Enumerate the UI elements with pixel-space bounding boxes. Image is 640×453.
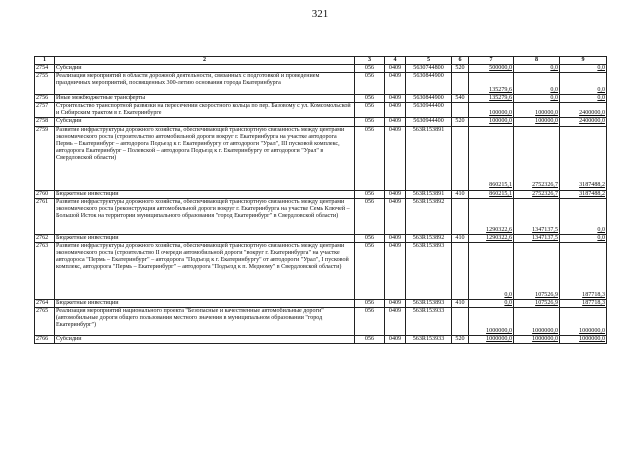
ministry-code-cell: 056 (355, 242, 385, 299)
amount-year2-cell (514, 103, 560, 118)
amount-value: 135279,6 (489, 87, 512, 94)
amount-year1-cell (469, 65, 514, 73)
item-name-cell: Субсидии (55, 335, 355, 343)
amount-value: 100000,0 (535, 110, 558, 117)
column-header: 1 (35, 57, 55, 65)
target-code-cell: 5630944400 (406, 103, 452, 118)
item-name-cell: Субсидии (55, 118, 355, 126)
amount-year2-cell (514, 190, 560, 198)
table-row (35, 73, 607, 95)
amount-value: 3187488,2 (579, 182, 605, 189)
ministry-code-cell: 056 (355, 65, 385, 73)
section-code-cell: 0409 (385, 307, 406, 335)
ministry-code-cell: 056 (355, 234, 385, 242)
ministry-code-cell: 056 (355, 126, 385, 190)
section-code-cell: 0409 (385, 198, 406, 234)
amount-year3-cell (560, 95, 607, 103)
expense-type-cell (452, 126, 469, 190)
amount-year3-cell (560, 335, 607, 343)
amount-value: 0,0 (550, 87, 558, 94)
amount-value: 1347137,5 (532, 226, 558, 233)
column-header: 5 (406, 57, 452, 65)
section-code-cell: 0409 (385, 65, 406, 73)
row-number-cell: 2757 (35, 103, 55, 118)
row-number-cell: 2760 (35, 190, 55, 198)
amount-value: 3187488,2 (579, 190, 605, 197)
amount-value: 1347137,5 (532, 234, 558, 241)
row-number-cell: 2763 (35, 242, 55, 299)
ministry-code-cell: 056 (355, 73, 385, 95)
expense-type-cell: 520 (452, 65, 469, 73)
table-header-row (35, 57, 607, 65)
column-header: 4 (385, 57, 406, 65)
row-number-cell: 2754 (35, 65, 55, 73)
expense-type-cell: 520 (452, 335, 469, 343)
amount-value: 860215,1 (489, 182, 512, 189)
amount-year1-cell (469, 126, 514, 190)
amount-year1-cell (469, 299, 514, 307)
amount-year3-cell (560, 65, 607, 73)
ministry-code-cell: 056 (355, 335, 385, 343)
item-name-cell: Иные межбюджетные трансферты (55, 95, 355, 103)
target-code-cell: 5630844900 (406, 95, 452, 103)
amount-value: 0,0 (597, 87, 605, 94)
target-code-cell: 563R153893 (406, 242, 452, 299)
amount-year1-cell (469, 335, 514, 343)
column-header: 9 (560, 57, 607, 65)
expense-type-cell (452, 73, 469, 95)
page-number: 321 (311, 8, 329, 20)
target-code-cell: 563R153893 (406, 299, 452, 307)
table-row (35, 299, 607, 307)
amount-value: 100000,0 (535, 118, 558, 125)
table-row (35, 307, 607, 335)
amount-year3-cell (560, 103, 607, 118)
row-number-cell: 2762 (35, 234, 55, 242)
amount-year1-cell (469, 103, 514, 118)
amount-value: 1000000,0 (486, 335, 512, 342)
section-code-cell: 0409 (385, 190, 406, 198)
expense-type-cell (452, 103, 469, 118)
amount-year1-cell (469, 234, 514, 242)
amount-value: 1000000,0 (579, 327, 605, 334)
section-code-cell: 0409 (385, 335, 406, 343)
amount-value: 0,0 (550, 65, 558, 72)
item-name-cell: Субсидии (55, 65, 355, 73)
column-header: 7 (469, 57, 514, 65)
amount-value: 0,0 (504, 291, 512, 298)
table-row (35, 242, 607, 299)
amount-year3-cell (560, 118, 607, 126)
amount-value: 187718,3 (582, 299, 605, 306)
amount-value: 1000000,0 (532, 335, 558, 342)
target-code-cell: 563R153933 (406, 307, 452, 335)
row-number-cell: 2764 (35, 299, 55, 307)
amount-year1-cell (469, 73, 514, 95)
amount-year3-cell (560, 126, 607, 190)
expense-type-cell (452, 307, 469, 335)
amount-value: 2400000,0 (579, 110, 605, 117)
amount-value: 107526,9 (535, 291, 558, 298)
amount-year2-cell (514, 307, 560, 335)
ministry-code-cell: 056 (355, 118, 385, 126)
amount-year2-cell (514, 118, 560, 126)
row-number-cell: 2755 (35, 73, 55, 95)
item-name-cell: Бюджетные инвестиции (55, 299, 355, 307)
amount-year2-cell (514, 242, 560, 299)
column-header: 2 (55, 57, 355, 65)
section-code-cell: 0409 (385, 242, 406, 299)
budget-table (34, 56, 607, 344)
row-number-cell: 2759 (35, 126, 55, 190)
amount-value: 0,0 (504, 299, 512, 306)
amount-value: 1000000,0 (579, 335, 605, 342)
amount-value: 1290322,6 (486, 226, 512, 233)
amount-year1-cell (469, 242, 514, 299)
target-code-cell: 563R153892 (406, 198, 452, 234)
amount-value: 2752326,7 (532, 182, 558, 189)
section-code-cell: 0409 (385, 95, 406, 103)
item-name-cell: Строительство транспортной развязки на пересечении скоростного кольца по пер. Базовому с ул. Комсомольской и Сибирским трактом в г. Екатеринбурге (55, 103, 355, 118)
row-number-cell: 2758 (35, 118, 55, 126)
amount-year3-cell (560, 307, 607, 335)
amount-value: 2400000,0 (579, 118, 605, 125)
amount-year1-cell (469, 118, 514, 126)
expense-type-cell: 520 (452, 118, 469, 126)
target-code-cell: 563R153892 (406, 234, 452, 242)
target-code-cell: 563R153933 (406, 335, 452, 343)
ministry-code-cell: 056 (355, 190, 385, 198)
amount-value: 860215,1 (489, 190, 512, 197)
amount-year1-cell (469, 95, 514, 103)
amount-year2-cell (514, 299, 560, 307)
amount-value: 0,0 (597, 65, 605, 72)
amount-year3-cell (560, 198, 607, 234)
target-code-cell: 5630844900 (406, 73, 452, 95)
expense-type-cell: 540 (452, 95, 469, 103)
table-row (35, 103, 607, 118)
expense-type-cell: 410 (452, 299, 469, 307)
amount-year2-cell (514, 95, 560, 103)
expense-type-cell: 410 (452, 190, 469, 198)
row-number-cell: 2766 (35, 335, 55, 343)
section-code-cell: 0409 (385, 126, 406, 190)
amount-value: 100000,0 (489, 110, 512, 117)
amount-year2-cell (514, 126, 560, 190)
item-name-cell: Развитие инфраструктуры дорожного хозяйства, обеспечивающей транспортную связанность между центрами экономического роста (реконструкция автомобильной дороги вокруг г. Екатеринбурга на участке Семь Ключей – Большой Исток на территории муниципального образования "город Екатеринбург" в Свердловской области) (55, 198, 355, 234)
target-code-cell: 5630944400 (406, 118, 452, 126)
amount-year1-cell (469, 307, 514, 335)
expense-type-cell (452, 198, 469, 234)
amount-value: 0,0 (597, 95, 605, 102)
amount-value: 0,0 (550, 95, 558, 102)
item-name-cell: Бюджетные инвестиции (55, 234, 355, 242)
row-number-cell: 2761 (35, 198, 55, 234)
amount-year2-cell (514, 198, 560, 234)
table-row (35, 335, 607, 343)
table-row (35, 126, 607, 190)
item-name-cell: Развитие инфраструктуры дорожного хозяйства, обеспечивающей транспортную связанность между центрами экономического роста (строительство II очереди автомобильной дороги "вокруг г. Екатеринбурга" на участке автодороса "Пермь – Екатеринбург" – автодорога "Подъезд к г. Екатеринбургу" от автодороги "Урал", I пусковой комплекс, автодорога "Пермь – Екатеринбург" – автодорога "Подъезд к п. Медному" в Свердловской области) (55, 242, 355, 299)
table-row (35, 65, 607, 73)
amount-value: 0,0 (597, 234, 605, 241)
item-name-cell: Бюджетные инвестиции (55, 190, 355, 198)
row-number-cell: 2765 (35, 307, 55, 335)
target-code-cell: 563R153891 (406, 126, 452, 190)
item-name-cell: Развитие инфраструктуры дорожного хозяйства, обеспечивающей транспортную связанность между центрами экономического роста (строительство автомобильной дороги вокруг г. Екатеринбурга на участке автодорога Пермь – Екатеринбург – автодорога Подъезд к г. Екатеринбургу от автодороги "Урал", III пусковой комплекс, автодорога Екатеринбург – Полевской – автодорога Подъезд к г. Екатеринбургу от автодороги "Урал" в Свердловской области) (55, 126, 355, 190)
amount-year3-cell (560, 73, 607, 95)
target-code-cell: 563R153891 (406, 190, 452, 198)
column-header: 3 (355, 57, 385, 65)
ministry-code-cell: 056 (355, 103, 385, 118)
amount-year2-cell (514, 234, 560, 242)
section-code-cell: 0409 (385, 299, 406, 307)
table-row (35, 234, 607, 242)
amount-year2-cell (514, 73, 560, 95)
amount-year1-cell (469, 190, 514, 198)
amount-value: 135279,6 (489, 95, 512, 102)
table-row (35, 198, 607, 234)
amount-value: 2752326,7 (532, 190, 558, 197)
ministry-code-cell: 056 (355, 198, 385, 234)
ministry-code-cell: 056 (355, 307, 385, 335)
amount-value: 187718,3 (582, 291, 605, 298)
section-code-cell: 0409 (385, 234, 406, 242)
section-code-cell: 0409 (385, 118, 406, 126)
item-name-cell: Реализация мероприятий в области дорожной деятельности, связанных с подготовкой и проведением праздничных мероприятий, посвященных 300-летию основания города Екатеринбурга (55, 73, 355, 95)
table-row (35, 190, 607, 198)
amount-year1-cell (469, 198, 514, 234)
amount-value: 107526,9 (535, 299, 558, 306)
ministry-code-cell: 056 (355, 299, 385, 307)
expense-type-cell: 410 (452, 234, 469, 242)
amount-value: 1290322,6 (486, 234, 512, 241)
amount-year3-cell (560, 242, 607, 299)
section-code-cell: 0409 (385, 73, 406, 95)
item-name-cell: Реализация мероприятий национального проекта "Безопасные и качественные автомобильные дороги" (автомобильные дороги общего пользования местного значения в муниципальном образовании "город Екатеринбург") (55, 307, 355, 335)
section-code-cell: 0409 (385, 103, 406, 118)
amount-value: 1000000,0 (486, 327, 512, 334)
amount-year3-cell (560, 299, 607, 307)
target-code-cell: 5630744800 (406, 65, 452, 73)
amount-year2-cell (514, 335, 560, 343)
table-row (35, 118, 607, 126)
amount-year3-cell (560, 190, 607, 198)
amount-year2-cell (514, 65, 560, 73)
column-header: 6 (452, 57, 469, 65)
amount-value: 0,0 (597, 226, 605, 233)
amount-year3-cell (560, 234, 607, 242)
amount-value: 500000,0 (489, 65, 512, 72)
row-number-cell: 2756 (35, 95, 55, 103)
expense-type-cell (452, 242, 469, 299)
ministry-code-cell: 056 (355, 95, 385, 103)
amount-value: 1000000,0 (532, 327, 558, 334)
table-row (35, 95, 607, 103)
amount-value: 100000,0 (489, 118, 512, 125)
column-header: 8 (514, 57, 560, 65)
